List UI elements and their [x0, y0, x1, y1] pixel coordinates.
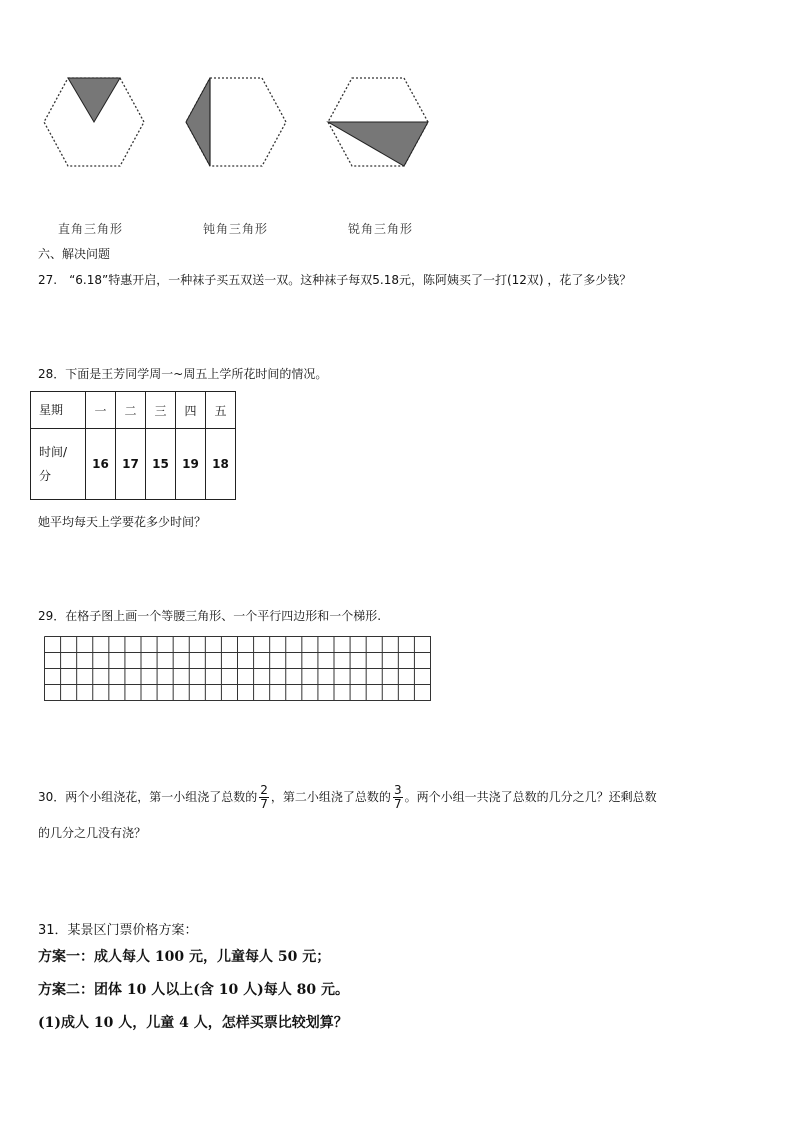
shaded-triangle [68, 78, 120, 122]
question-31-title: 31．某景区门票价格方案： [38, 923, 198, 938]
plan-one: 方案一：成人每人 100 元，儿童每人 50 元； [38, 949, 331, 965]
table-header-time-line1: 时间/ [39, 445, 68, 459]
question-30-line2: 的几分之几没有浇？ [38, 826, 147, 840]
question-30-line1 [38, 780, 657, 814]
drawing-grid[interactable] [44, 636, 432, 702]
table-value-1: 16 [86, 429, 116, 500]
commute-time-table [30, 391, 236, 500]
fraction2-denominator: 7 [393, 797, 402, 811]
table-header-time-line2: 分 [39, 469, 52, 483]
fraction-two-sevenths [259, 784, 269, 811]
fraction-three-sevenths [393, 784, 403, 811]
table-day-1: 一 [86, 392, 116, 429]
question-30-part3: 。两个小组一共浇了总数的几分之几？还剩总数 [404, 790, 657, 804]
table-value-3: 15 [146, 429, 176, 500]
table-header-weekday: 星期 [31, 392, 86, 429]
hexagon-acute-triangle-figure [324, 76, 432, 168]
fraction1-numerator: 2 [260, 783, 268, 797]
section-title: 六、解决问题 [38, 247, 111, 261]
table-value-4: 19 [176, 429, 206, 500]
table-day-5: 五 [206, 392, 236, 429]
question-30-part2: ，第二小组浇了总数的 [270, 790, 391, 804]
caption-acute-triangle: 锐角三角形 [348, 222, 414, 236]
caption-obtuse-triangle: 钝角三角形 [203, 222, 269, 236]
table-value-2: 17 [116, 429, 146, 500]
shaded-triangle [328, 122, 428, 166]
shaded-triangle [186, 78, 210, 166]
fraction2-numerator: 3 [393, 783, 402, 797]
table-day-2: 二 [116, 392, 146, 429]
plan-two: 方案二：团体 10 人以上(含 10 人)每人 80 元。 [38, 982, 349, 998]
question-29: 29．在格子图上画一个等腰三角形、一个平行四边形和一个梯形. [38, 609, 382, 623]
caption-right-triangle: 直角三角形 [58, 222, 124, 236]
sub-question-1: (1)成人 10 人，儿童 4 人，怎样买票比较划算？ [38, 1015, 348, 1031]
fraction1-denominator: 7 [260, 797, 268, 811]
question-28-intro: 28．下面是王芳同学周一~周五上学所花时间的情况。 [38, 367, 328, 381]
question-28-question: 她平均每天上学要花多少时间？ [38, 515, 207, 529]
table-header-time [31, 429, 86, 500]
table-day-3: 三 [146, 392, 176, 429]
question-27: 27. “6.18”特惠开启，一种袜子买五双送一双。这种袜子每双5.18元，陈阿姨买了一打(12双) ，花了多少钱？ [38, 273, 632, 287]
question-30-part1: 30．两个小组浇花，第一小组浇了总数的 [38, 790, 258, 804]
table-value-5: 18 [206, 429, 236, 500]
table-day-4: 四 [176, 392, 206, 429]
hexagon-obtuse-triangle-figure [182, 76, 290, 168]
hexagon-right-triangle-figure [40, 76, 148, 168]
